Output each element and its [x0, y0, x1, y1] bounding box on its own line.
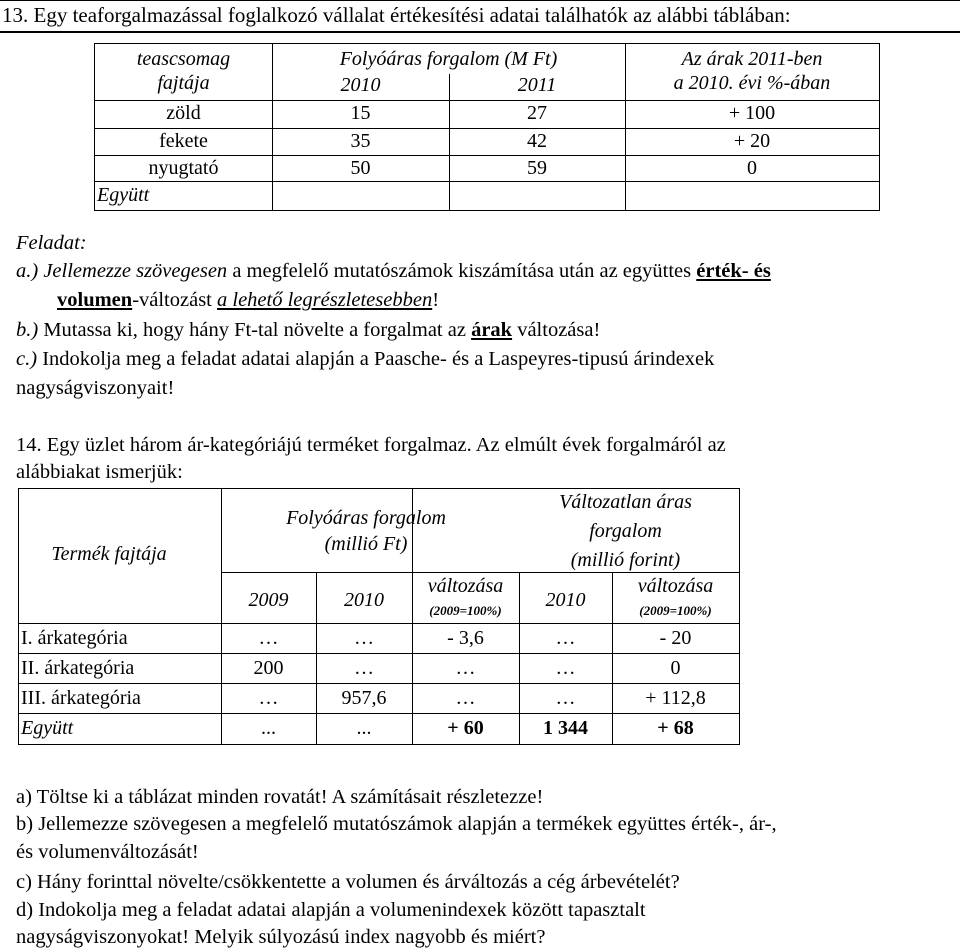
cell-value: 200	[253, 657, 284, 679]
cell-value: …	[354, 627, 374, 649]
price-category-table	[18, 488, 740, 745]
row-name: fekete	[159, 130, 208, 152]
task-b-part3: változása!	[512, 319, 601, 341]
task-b-part1: Mutassa ki, hogy hány Ft-tal növelte a forgalmat az	[38, 319, 472, 341]
task-c-letter: c.)	[16, 348, 38, 370]
col-header-type-1: teascsomag	[136, 48, 231, 70]
col-header-2009: 2009	[248, 589, 289, 611]
col-header-2010-constant: 2010	[545, 589, 586, 611]
task-line: d) Indokolja meg a feladat adatai alapján a volumenindexek között tapasztalt	[16, 899, 646, 921]
cell-value: ...	[356, 717, 372, 739]
problem-13-heading-bar	[0, 0, 960, 33]
cell-value: …	[555, 687, 576, 709]
task-a-part1: Jellemezze szövegesen	[43, 260, 228, 282]
group-header-constant-1: Változatlan áras	[559, 491, 692, 513]
col-header-product: Termék fajtája	[51, 543, 167, 565]
cell-value: …	[258, 687, 279, 709]
cell-value: + 20	[733, 130, 771, 152]
cell-value-total: + 60	[447, 717, 484, 739]
col-header-change-2: változása	[637, 575, 714, 597]
cell-value: …	[258, 627, 279, 649]
task-b-part2: árak	[471, 319, 513, 341]
cell-value: 59	[527, 157, 547, 179]
task-a-part6: a lehető legrészletesebben	[217, 289, 433, 311]
cell-value: 42	[527, 130, 547, 152]
col-header-price-pct-1: Az árak 2011-ben	[681, 48, 823, 70]
group-header-current: Folyóáras forgalom	[286, 507, 446, 529]
divider	[221, 572, 739, 573]
task-line: a) Töltse ki a táblázat minden rovatát! A számításait részletezze!	[16, 786, 544, 808]
cell-value: + 100	[728, 102, 776, 124]
cell-value-total: 1 344	[543, 717, 588, 739]
col-header-price-pct-2: a 2010. évi %-ában	[673, 72, 831, 94]
total-row-label: Együtt	[21, 717, 74, 739]
group-header-current-unit: (millió Ft)	[324, 533, 408, 555]
task-line: c) Hány forinttal növelte/csökkentette a volumen és árváltozás a cég árbevételét?	[16, 871, 680, 893]
row-name: III. árkategória	[21, 687, 141, 709]
col-header-change: változása	[427, 575, 504, 597]
row-name: II. árkategória	[21, 657, 135, 679]
divider	[19, 623, 739, 624]
divider	[95, 100, 879, 101]
total-row-label: Együtt	[97, 184, 150, 206]
task-c-line-1	[16, 348, 714, 371]
problem-14-intro-2: alábbiakat ismerjük:	[16, 461, 183, 483]
col-header-2011: 2011	[517, 74, 557, 96]
task-c-line1: Indokolja meg a feladat adatai alapján a Paasche- és a Laspeyres-tipusú árindexek	[37, 348, 715, 370]
cell-value: …	[455, 687, 476, 709]
task-line: nagyságviszonyokat! Melyik súlyozású index nagyobb és miért?	[16, 926, 546, 948]
group-header-constant-3: (millió forint)	[570, 549, 681, 571]
cell-value: - 3,6	[447, 627, 484, 649]
cell-value: 0	[670, 657, 681, 679]
group-header-current-price: Folyóáras forgalom (M Ft)	[339, 48, 558, 70]
divider	[19, 653, 739, 654]
task-a-line-2	[57, 289, 439, 312]
group-header-constant-2: forgalom	[589, 520, 662, 542]
cell-value: ...	[261, 717, 276, 739]
task-a-letter: a.)	[16, 260, 39, 282]
cell-value: …	[354, 657, 374, 679]
cell-value: …	[555, 657, 576, 679]
col-header-2010: 2010	[344, 589, 384, 611]
task-line: és volumenváltozását!	[16, 841, 199, 863]
col-header-change-2-note: (2009=100%)	[639, 603, 712, 618]
cell-value: …	[455, 657, 476, 679]
divider	[19, 683, 739, 684]
row-name: I. árkategória	[21, 627, 128, 649]
cell-value: 27	[527, 102, 547, 124]
sales-table	[94, 43, 880, 211]
row-name: nyugtató	[148, 157, 219, 179]
cell-value: 35	[350, 130, 371, 152]
task-b-letter: b.)	[16, 319, 39, 341]
cell-value: 957,6	[341, 687, 387, 709]
problem-13-heading: 13. Egy teaforgalmazással foglalkozó vállalat értékesítési adatai találhatók az alábbi táblában:	[2, 3, 791, 27]
task-a-part7: !	[432, 289, 440, 311]
col-header-2010: 2010	[340, 74, 381, 96]
task-a-line-1	[16, 260, 771, 283]
divider	[19, 713, 739, 714]
task-b-line	[16, 319, 600, 342]
col-header-type-2: fajtája	[157, 72, 210, 94]
problem-14-intro-1: 14. Egy üzlet három ár-kategóriájú terméket forgalmaz. Az elmúlt évek forgalmáról az	[16, 434, 726, 456]
cell-value: 50	[350, 157, 371, 179]
divider	[95, 128, 879, 129]
task-a-part3: érték- és	[696, 260, 771, 282]
col-header-change-note: (2009=100%)	[429, 603, 502, 618]
cell-value: 15	[350, 102, 371, 124]
task-a-part4: volumen	[57, 289, 133, 311]
row-name: zöld	[166, 102, 201, 124]
task-c-line-2: nagyságviszonyait!	[16, 377, 175, 399]
cell-value: …	[555, 627, 576, 649]
task-label: Feladat:	[16, 232, 87, 254]
cell-value: - 20	[659, 627, 692, 649]
cell-value: 0	[747, 157, 757, 179]
divider	[95, 155, 879, 156]
task-a-part5: -változást	[132, 289, 218, 311]
cell-value-total: + 68	[657, 717, 694, 739]
task-line: b) Jellemezze szövegesen a megfelelő mutatószámok alapján a termékek együttes érték-, ár-,	[16, 813, 777, 835]
divider	[95, 181, 879, 182]
cell-value: + 112,8	[645, 687, 706, 709]
task-a-part2: a megfelelő mutatószámok kiszámítása után az együttes	[227, 260, 697, 282]
